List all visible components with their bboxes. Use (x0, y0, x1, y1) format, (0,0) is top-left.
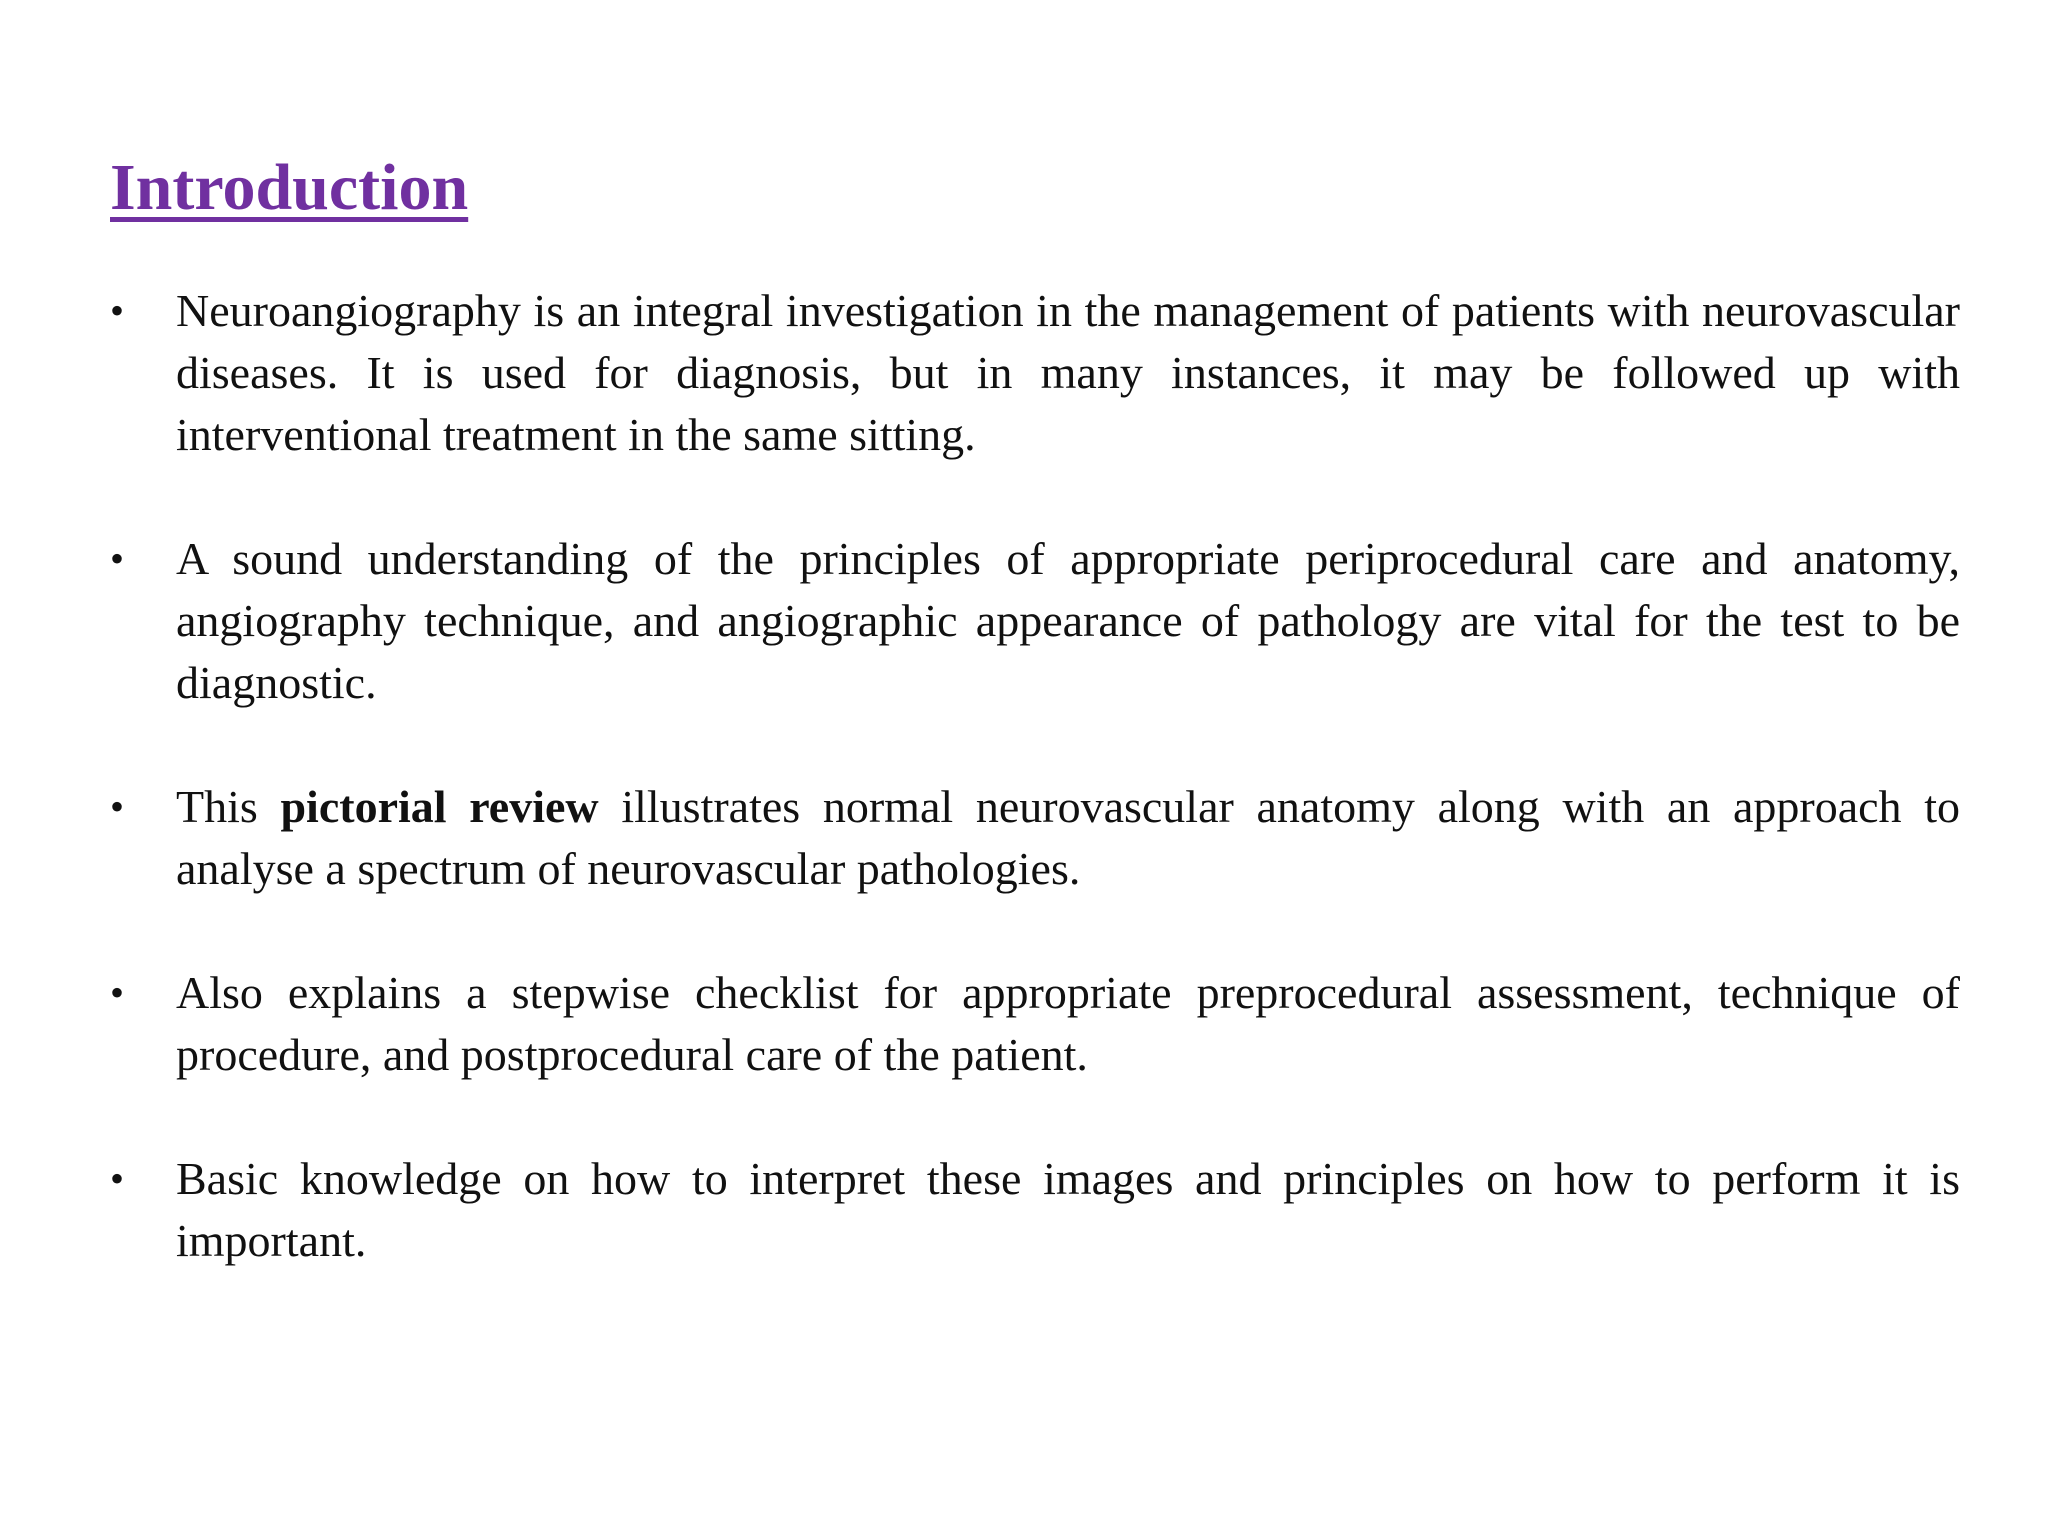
bullet-item (110, 776, 1960, 900)
bullet-text: Neuroangiography is an integral investigation in the management of patients with neurovascular diseases. It is used for diagnosis, but in many instances, it may be followed up with interventional treatment in the same sitting. (176, 285, 1960, 460)
bullet-text: Basic knowledge on how to interpret these images and principles on how to perform it is important. (176, 1153, 1960, 1266)
bullet-item (110, 962, 1960, 1086)
bullet-dot-icon: • (110, 536, 125, 581)
bullet-dot-icon: • (110, 970, 125, 1015)
bullet-item (110, 1148, 1960, 1272)
bullet-text-rest: illustrates normal neurovascular anatomy along with an approach to analyse a spectrum of neurovascular pathologies. (176, 781, 1961, 894)
bullet-dot-icon: • (110, 288, 125, 333)
bullet-text: Also explains a stepwise checklist for appropriate preprocedural assessment, technique of procedure, and postprocedural care of the patient. (176, 967, 1960, 1080)
bullet-dot-icon: • (110, 784, 125, 829)
bullet-list (110, 280, 1960, 1334)
bullet-text: A sound understanding of the principles of appropriate periprocedural care and anatomy, angiography technique, and angiographic appearance of pathology are vital for the test to be diagnostic. (176, 533, 1960, 708)
bullet-text-lead: This (176, 781, 281, 832)
slide-title: Introduction (110, 151, 469, 224)
bullet-item (110, 528, 1960, 714)
bullet-text-emphasis: pictorial review (280, 781, 599, 832)
bullet-item (110, 280, 1960, 466)
bullet-dot-icon: • (110, 1156, 125, 1201)
